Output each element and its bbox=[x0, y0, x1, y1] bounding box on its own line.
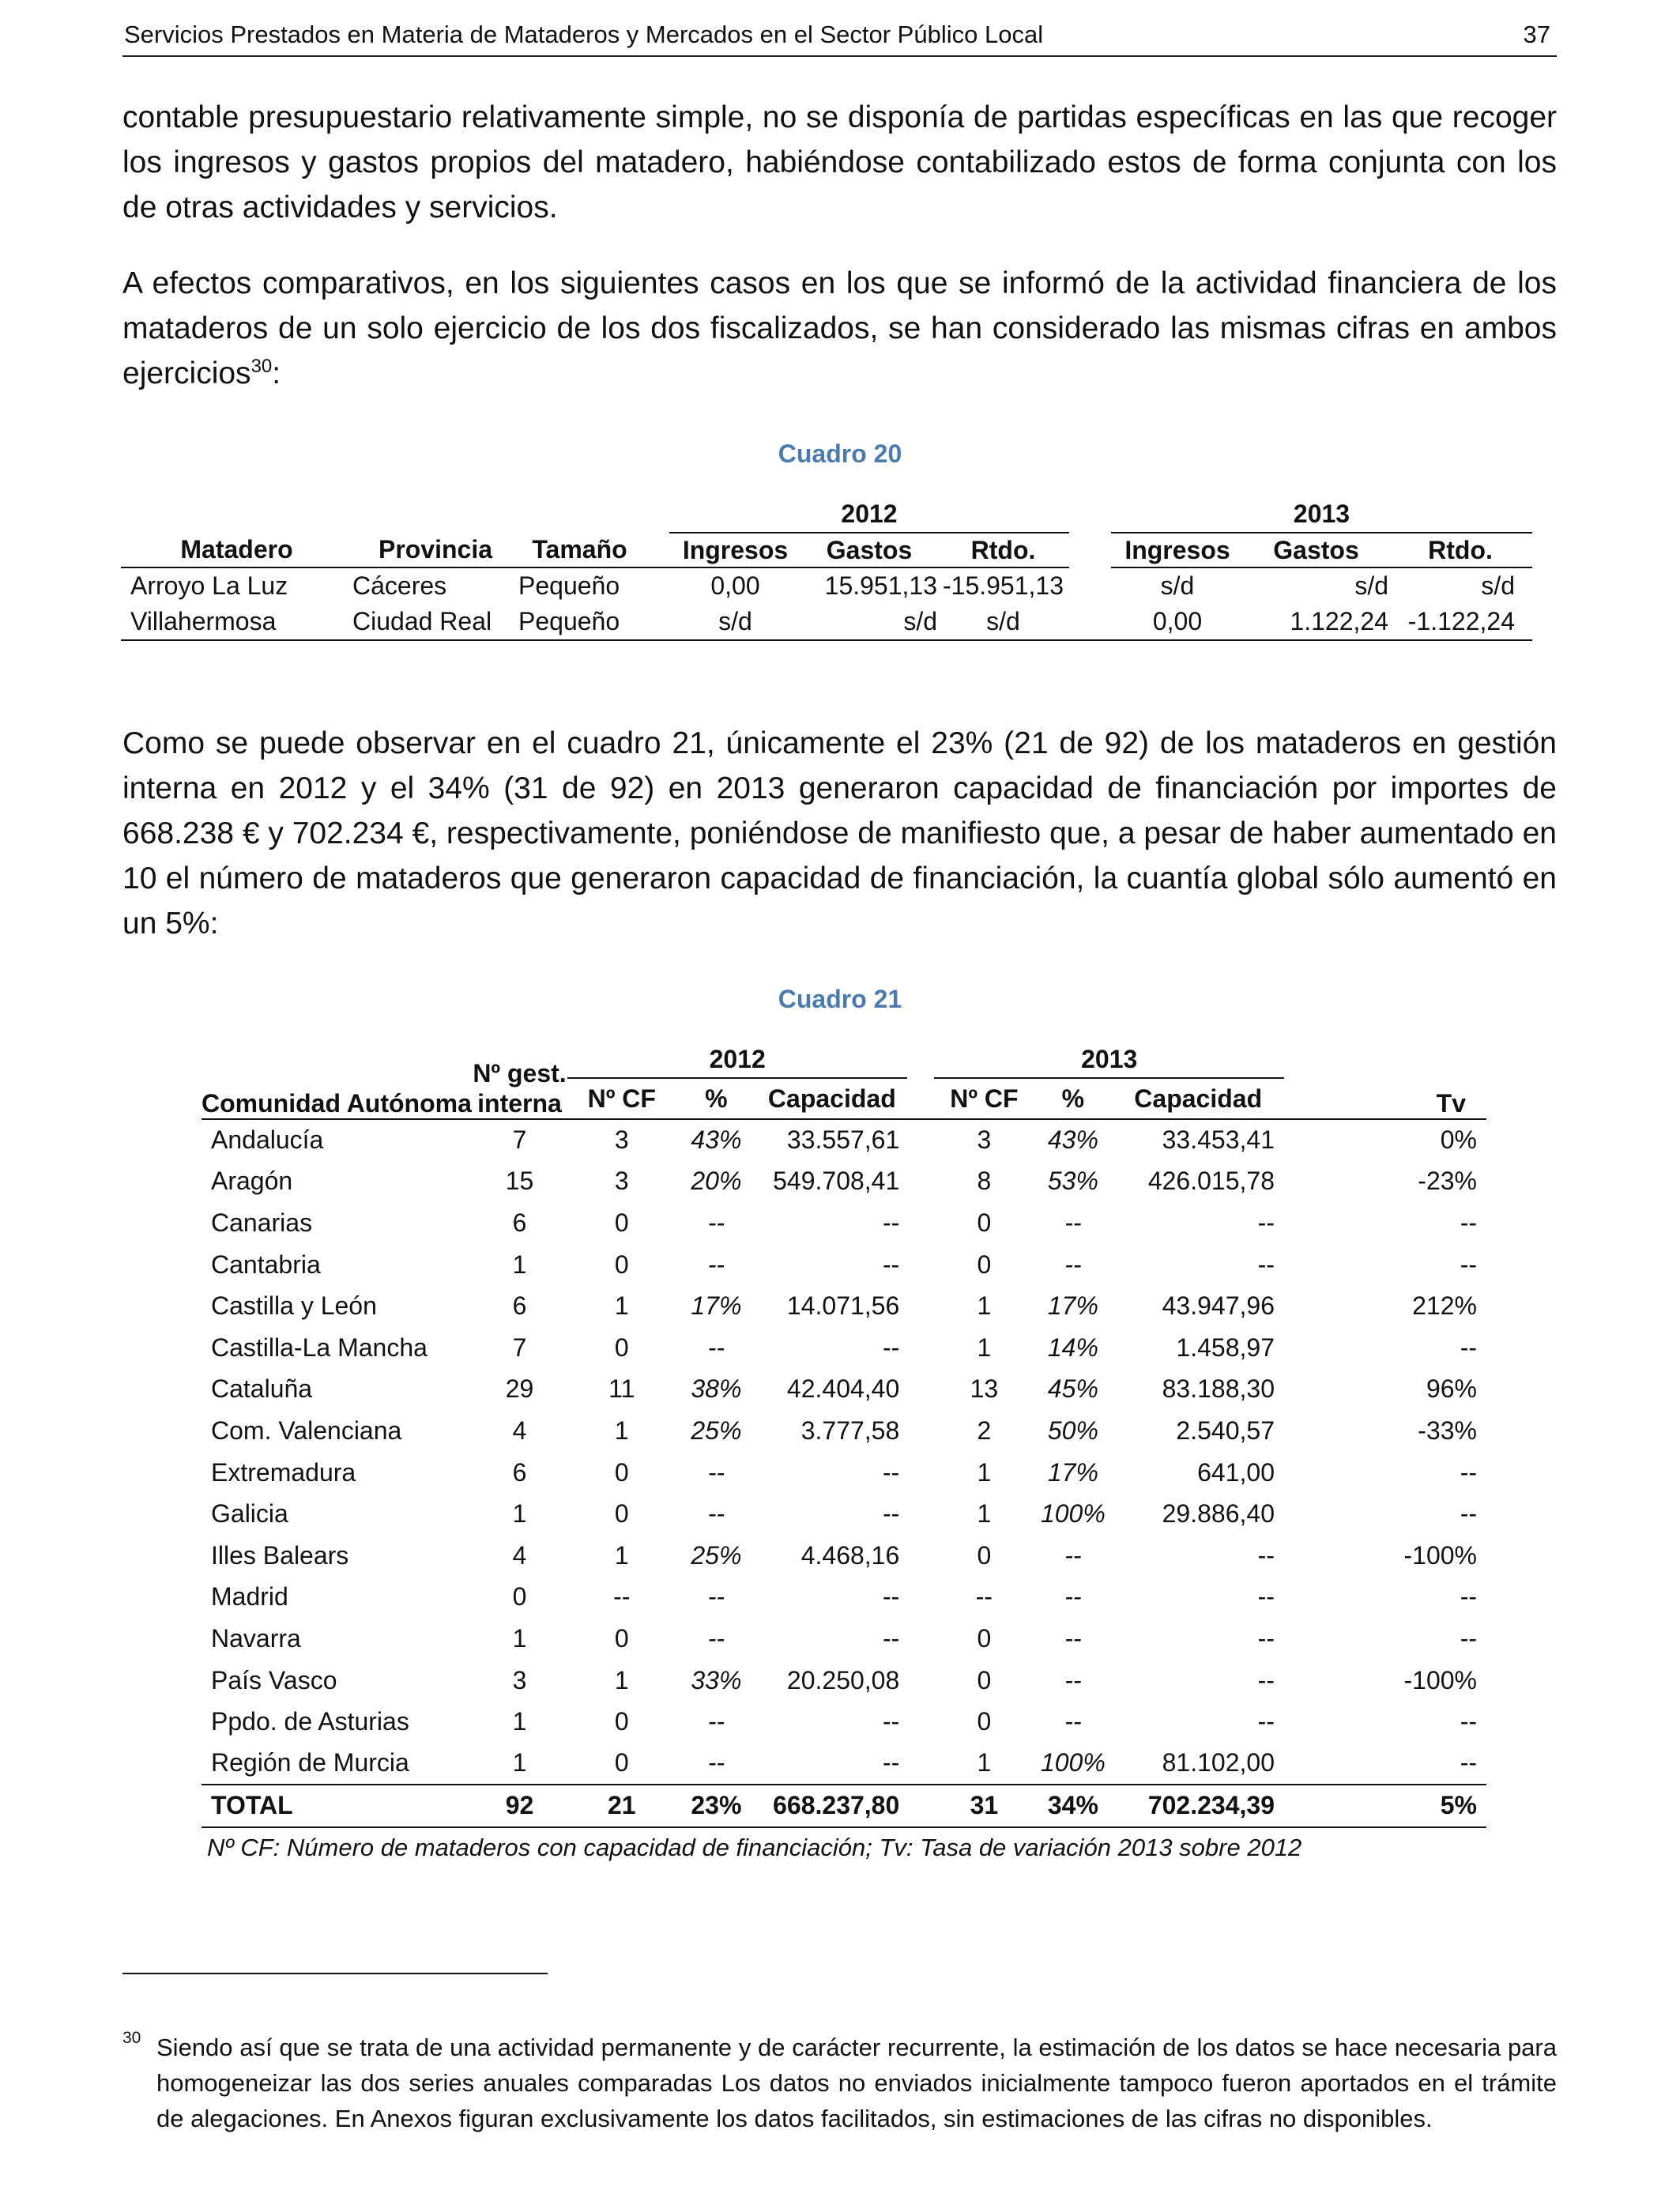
cuadro21-cell: 212% bbox=[1412, 1291, 1477, 1321]
cuadro21-cell: Canarias bbox=[211, 1208, 313, 1237]
paragraph-2-end: : bbox=[272, 356, 281, 390]
cuadro21-cell: -- bbox=[1064, 1707, 1082, 1736]
cuadro21-cell: 33.453,41 bbox=[1162, 1125, 1275, 1155]
cuadro21-cell: 1 bbox=[512, 1250, 527, 1279]
cuadro21-cell: -- bbox=[707, 1499, 725, 1529]
cuadro21-cell: -- bbox=[1460, 1250, 1477, 1279]
paragraph-2 bbox=[122, 261, 1557, 396]
cuadro20-cell: Cáceres bbox=[352, 571, 447, 600]
cuadro21-cell: 53% bbox=[1047, 1167, 1098, 1196]
cuadro21-cell: 3 bbox=[614, 1167, 629, 1196]
cuadro21-cell: -- bbox=[1460, 1457, 1477, 1487]
cuadro21-cell: -- bbox=[882, 1457, 900, 1487]
cuadro21-header-gest: Nº gest. interna bbox=[472, 1042, 567, 1119]
cuadro21-row bbox=[202, 1577, 1486, 1619]
paragraph-2-text: A efectos comparativos, en los siguientes casos en los que se informó de la actividad financiera de los mataderos de un solo ejercicio de los dos fiscalizados, se han considerado las mismas cifras en ambos ejercicios bbox=[122, 266, 1557, 390]
cuadro21-cell: -- bbox=[882, 1333, 900, 1362]
cuadro20-cell: s/d bbox=[1354, 571, 1388, 600]
cuadro21-cell: 1 bbox=[977, 1457, 992, 1487]
cuadro21-cell: 1 bbox=[977, 1748, 992, 1777]
cuadro21-cell: 29.886,40 bbox=[1162, 1499, 1275, 1529]
cuadro20-cell: s/d bbox=[801, 604, 937, 640]
cuadro21-cell: Castilla y León bbox=[211, 1291, 377, 1321]
cuadro20-table bbox=[121, 496, 1532, 641]
cuadro21-cell: -- bbox=[1064, 1665, 1082, 1695]
cuadro21-cell: 1 bbox=[512, 1707, 527, 1736]
cuadro21-table bbox=[202, 1042, 1486, 1828]
cuadro21-cell: -- bbox=[707, 1457, 725, 1487]
cuadro21-cell: 33% bbox=[691, 1665, 742, 1695]
cuadro21-total-cell: 31 bbox=[934, 1785, 1034, 1827]
cuadro21-row bbox=[202, 1743, 1486, 1785]
cuadro21-cell: 42.404,40 bbox=[786, 1374, 900, 1404]
cuadro21-row bbox=[202, 1202, 1486, 1244]
cuadro21-cell: 11 bbox=[608, 1374, 635, 1404]
cuadro21-header-pct: % bbox=[1034, 1078, 1112, 1119]
cuadro20-cell: s/d bbox=[1481, 571, 1515, 600]
cuadro20-cell: Pequeño bbox=[518, 571, 620, 600]
cuadro21-cell: 0 bbox=[614, 1748, 629, 1777]
cuadro21-cell: -- bbox=[1064, 1582, 1082, 1612]
cuadro21-cell: 17% bbox=[691, 1291, 742, 1321]
footnote-ref: 30 bbox=[250, 356, 273, 377]
cuadro21-cell: -- bbox=[1460, 1208, 1477, 1237]
cuadro21-cell: -- bbox=[1460, 1582, 1477, 1612]
cuadro21-year-2012: 2012 bbox=[567, 1042, 907, 1078]
cuadro21-cell: 45% bbox=[1047, 1374, 1098, 1404]
cuadro21-cell: 0 bbox=[614, 1707, 629, 1736]
cuadro21-row bbox=[202, 1660, 1486, 1702]
cuadro20-cell: s/d bbox=[669, 604, 801, 640]
cuadro21-cell: -- bbox=[882, 1208, 900, 1237]
cuadro21-cell: 0 bbox=[977, 1208, 992, 1237]
cuadro21-cell: 0 bbox=[614, 1333, 629, 1362]
cuadro21-cell: 25% bbox=[691, 1540, 742, 1570]
cuadro21-cell: 14.071,56 bbox=[786, 1291, 900, 1321]
cuadro21-cell: 0 bbox=[614, 1250, 629, 1279]
cuadro21-cell: -- bbox=[1460, 1499, 1477, 1529]
cuadro20-header-cell: Tamaño bbox=[518, 533, 641, 567]
cuadro20-cell: 0,00 bbox=[1111, 604, 1244, 640]
cuadro21-row bbox=[202, 1701, 1486, 1743]
cuadro21-cell: -- bbox=[882, 1582, 900, 1612]
cuadro21-total-cell: 92 bbox=[472, 1785, 567, 1827]
cuadro20-cell: s/d bbox=[937, 604, 1069, 640]
cuadro21-cell: 6 bbox=[512, 1208, 527, 1237]
cuadro21-cell: -- bbox=[1064, 1540, 1082, 1570]
cuadro21-row bbox=[202, 1327, 1486, 1369]
cuadro21-cell: 14% bbox=[1047, 1333, 1098, 1362]
cuadro21-row bbox=[202, 1618, 1486, 1660]
cuadro21-note: Nº CF: Número de mataderos con capacidad de financiación; Tv: Tasa de variación 2013 sobre 2012 bbox=[207, 1834, 1302, 1861]
cuadro21-cell: 50% bbox=[1047, 1416, 1098, 1445]
cuadro21-cell: -- bbox=[707, 1333, 725, 1362]
cuadro20-row bbox=[121, 604, 1532, 640]
cuadro21-cell: 6 bbox=[512, 1291, 527, 1321]
cuadro20-header-cell: Provincia bbox=[352, 533, 518, 567]
cuadro21-cell: 43.947,96 bbox=[1162, 1291, 1275, 1321]
cuadro21-cell: Madrid bbox=[211, 1582, 288, 1612]
cuadro21-cell: -- bbox=[1257, 1540, 1275, 1570]
cuadro21-header-ncf: Nº CF bbox=[567, 1078, 676, 1119]
cuadro21-cell: Com. Valenciana bbox=[211, 1416, 402, 1445]
cuadro21-cell: 20.250,08 bbox=[786, 1665, 900, 1695]
cuadro21-cell: 0 bbox=[614, 1499, 629, 1529]
cuadro20-row bbox=[121, 567, 1532, 604]
cuadro21-cell: -- bbox=[1257, 1208, 1275, 1237]
cuadro20-header-cell: Matadero bbox=[121, 533, 352, 567]
cuadro21-row bbox=[202, 1119, 1486, 1161]
cuadro21-cell: Ppdo. de Asturias bbox=[211, 1707, 409, 1736]
cuadro21-header-tv: Tv bbox=[1284, 1078, 1486, 1119]
cuadro21-cell: 0 bbox=[977, 1665, 992, 1695]
cuadro21-cell: -- bbox=[707, 1623, 725, 1653]
cuadro21-row bbox=[202, 1493, 1486, 1535]
cuadro21-header-cap: Capacidad bbox=[1112, 1078, 1284, 1119]
cuadro21-cell: -- bbox=[882, 1499, 900, 1529]
cuadro21-cell: 81.102,00 bbox=[1162, 1748, 1275, 1777]
cuadro21-cell: -- bbox=[1257, 1707, 1275, 1736]
cuadro21-cell: 7 bbox=[512, 1125, 527, 1155]
cuadro21-cell: Navarra bbox=[211, 1623, 301, 1653]
cuadro20-header-cell: Rtdo. bbox=[937, 533, 1069, 567]
cuadro21-row bbox=[202, 1535, 1486, 1577]
cuadro21-total-cell: 21 bbox=[567, 1785, 676, 1827]
cuadro21-cell: -- bbox=[1460, 1333, 1477, 1362]
cuadro21-row bbox=[202, 1161, 1486, 1203]
cuadro21-cell: 0 bbox=[614, 1457, 629, 1487]
paragraph-1: contable presupuestario relativamente simple, no se disponía de partidas específicas en las que recoger los ingresos y gastos propios del matadero, habiéndose contabilizado estos de forma conjunta con los de otras actividades y servicios. bbox=[122, 100, 1557, 224]
cuadro20-cell: Pequeño bbox=[518, 604, 641, 640]
cuadro20-cell: -15.951,13 bbox=[942, 571, 1064, 600]
cuadro21-cell: 2 bbox=[977, 1416, 992, 1445]
cuadro20-cell: Villahermosa bbox=[121, 604, 352, 640]
cuadro21-total-row bbox=[202, 1785, 1486, 1827]
footnote-number: 30 bbox=[122, 2029, 141, 2047]
cuadro21-cell: -- bbox=[1064, 1250, 1082, 1279]
cuadro21-cell: 7 bbox=[512, 1333, 527, 1362]
cuadro21-caption: Cuadro 21 bbox=[778, 985, 902, 1013]
cuadro21-cell: 3 bbox=[614, 1125, 629, 1155]
cuadro21-row bbox=[202, 1369, 1486, 1411]
cuadro21-cell: 1 bbox=[614, 1540, 629, 1570]
cuadro21-cell: -- bbox=[613, 1582, 631, 1612]
cuadro21-cell: 13 bbox=[970, 1374, 999, 1404]
cuadro20-header-cell: Rtdo. bbox=[1388, 533, 1532, 567]
cuadro21-cell: 15 bbox=[505, 1167, 534, 1196]
cuadro21-cell: 4 bbox=[512, 1540, 527, 1570]
cuadro21-cell: -- bbox=[707, 1707, 725, 1736]
cuadro21-row bbox=[202, 1452, 1486, 1494]
cuadro21-cell: -- bbox=[707, 1208, 725, 1237]
cuadro20-cell: 0,00 bbox=[710, 571, 760, 600]
cuadro21-cell: 1 bbox=[977, 1499, 992, 1529]
cuadro21-total-cell: 34% bbox=[1034, 1785, 1112, 1827]
cuadro21-cell: 0 bbox=[614, 1208, 629, 1237]
cuadro21-cell: 43% bbox=[691, 1125, 742, 1155]
cuadro21-total-cell: 668.237,80 bbox=[756, 1785, 907, 1827]
cuadro21-cell: 3.777,58 bbox=[800, 1416, 900, 1445]
cuadro21-cell: -- bbox=[1257, 1623, 1275, 1653]
cuadro21-cell: -- bbox=[1257, 1582, 1275, 1612]
cuadro21-cell: Andalucía bbox=[211, 1125, 324, 1155]
cuadro21-cell: 38% bbox=[691, 1374, 742, 1404]
cuadro21-header-pct: % bbox=[676, 1078, 756, 1119]
cuadro21-cell: 33.557,61 bbox=[786, 1125, 900, 1155]
cuadro21-cell: Galicia bbox=[211, 1499, 288, 1529]
cuadro21-cell: Cantabria bbox=[211, 1250, 321, 1279]
cuadro21-cell: 96% bbox=[1426, 1374, 1477, 1404]
cuadro21-cell: 6 bbox=[512, 1457, 527, 1487]
cuadro21-cell: 2.540,57 bbox=[1176, 1416, 1275, 1445]
cuadro21-cell: País Vasco bbox=[211, 1665, 337, 1695]
cuadro21-cell: 43% bbox=[1047, 1125, 1098, 1155]
cuadro21-cell: -100% bbox=[1403, 1665, 1477, 1695]
cuadro21-cell: -33% bbox=[1418, 1416, 1477, 1445]
cuadro21-cell: -- bbox=[882, 1623, 900, 1653]
cuadro21-cell: -- bbox=[882, 1250, 900, 1279]
cuadro21-cell: -- bbox=[882, 1748, 900, 1777]
cuadro21-cell: 1 bbox=[614, 1291, 629, 1321]
cuadro21-cell: -- bbox=[1064, 1623, 1082, 1653]
footnote-divider bbox=[122, 1973, 548, 1974]
cuadro21-cell: -- bbox=[1460, 1748, 1477, 1777]
cuadro21-cell: 4 bbox=[512, 1416, 527, 1445]
cuadro21-cell: -23% bbox=[1418, 1167, 1477, 1196]
cuadro21-cell: Illes Balears bbox=[211, 1540, 349, 1570]
cuadro21-row bbox=[202, 1244, 1486, 1286]
cuadro21-cell: 1 bbox=[512, 1623, 527, 1653]
cuadro21-cell: 0 bbox=[614, 1623, 629, 1653]
cuadro21-cell: 1.458,97 bbox=[1176, 1333, 1275, 1362]
cuadro20-header-cell: Ingresos bbox=[669, 533, 801, 567]
cuadro21-cell: 0% bbox=[1440, 1125, 1477, 1155]
cuadro20-cell: s/d bbox=[1160, 571, 1195, 600]
cuadro21-header-comunidad: Comunidad Autónoma bbox=[202, 1042, 472, 1119]
cuadro21-row bbox=[202, 1410, 1486, 1452]
cuadro21-cell: Castilla-La Mancha bbox=[211, 1333, 428, 1362]
footnote-text: Siendo así que se trata de una actividad permanente y de carácter recurrente, la estimación de los datos se hace necesaria para homogeneizar las dos series anuales comparadas Los datos no enviados inicialmente tampoco fueron aportados en el trámite de alegaciones. En Anexos figuran exclusivamente los datos facilitados, sin estimaciones de las cifras no disponibles. bbox=[156, 2034, 1557, 2132]
cuadro21-cell: 17% bbox=[1047, 1457, 1098, 1487]
cuadro21-cell: -- bbox=[1460, 1623, 1477, 1653]
cuadro21-cell: 29 bbox=[505, 1374, 534, 1404]
cuadro20-caption: Cuadro 20 bbox=[778, 439, 902, 468]
cuadro21-cell: 0 bbox=[977, 1623, 992, 1653]
cuadro21-cell: 25% bbox=[691, 1416, 742, 1445]
cuadro21-cell: 1 bbox=[614, 1416, 629, 1445]
cuadro21-cell: -- bbox=[1257, 1250, 1275, 1279]
cuadro21-cell: 4.468,16 bbox=[800, 1540, 900, 1570]
cuadro21-cell: 20% bbox=[691, 1167, 742, 1196]
cuadro21-cell: -- bbox=[1064, 1208, 1082, 1237]
cuadro21-cell: 1 bbox=[977, 1333, 992, 1362]
cuadro21-cell: Extremadura bbox=[211, 1457, 356, 1487]
cuadro20-header-cell: Gastos bbox=[801, 533, 937, 567]
cuadro21-cell: -- bbox=[1460, 1707, 1477, 1736]
cuadro21-cell: 3 bbox=[512, 1665, 527, 1695]
cuadro21-total-cell: TOTAL bbox=[202, 1785, 472, 1827]
cuadro21-cell: 0 bbox=[977, 1250, 992, 1279]
cuadro21-cell: -- bbox=[975, 1582, 993, 1612]
cuadro20-cell: Ciudad Real bbox=[352, 604, 518, 640]
cuadro20-cell: 15.951,13 bbox=[824, 571, 937, 600]
cuadro21-cell: 1 bbox=[512, 1748, 527, 1777]
cuadro21-cell: Cataluña bbox=[211, 1374, 313, 1404]
cuadro20-year-2013: 2013 bbox=[1111, 496, 1532, 533]
cuadro21-cell: 549.708,41 bbox=[773, 1167, 900, 1196]
cuadro21-cell: -- bbox=[707, 1582, 725, 1612]
cuadro21-cell: 426.015,78 bbox=[1147, 1167, 1275, 1196]
cuadro21-cell: 1 bbox=[614, 1665, 629, 1695]
cuadro21-total-cell: 5% bbox=[1284, 1785, 1486, 1827]
page-header bbox=[122, 14, 1557, 57]
cuadro21-cell: 8 bbox=[977, 1167, 992, 1196]
cuadro21-cell: -- bbox=[882, 1707, 900, 1736]
cuadro20-year-2012: 2012 bbox=[669, 496, 1069, 533]
cuadro21-cell: 100% bbox=[1040, 1499, 1106, 1529]
cuadro21-cell: 100% bbox=[1040, 1748, 1106, 1777]
cuadro21-cell: 1 bbox=[977, 1291, 992, 1321]
paragraph-3: Como se puede observar en el cuadro 21, únicamente el 23% (21 de 92) de los mataderos en gestión interna en 2012 y el 34% (31 de 92) en 2013 generaron capacidad de financiación por importes de 668.238 € y 702.234 €, respectivamente, poniéndose de manifiesto que, a pesar de haber aumentado en 10 el número de mataderos que generaron capacidad de financiación, la cuantía global sólo aumentó en un 5%: bbox=[122, 726, 1557, 941]
cuadro21-header-ncf: Nº CF bbox=[934, 1078, 1034, 1119]
cuadro20-header-cell: Ingresos bbox=[1111, 533, 1244, 567]
cuadro21-cell: Aragón bbox=[211, 1167, 293, 1196]
cuadro21-cell: -- bbox=[707, 1250, 725, 1279]
cuadro21-cell: 0 bbox=[977, 1707, 992, 1736]
page-number: 37 bbox=[1523, 21, 1550, 48]
cuadro21-cell: 0 bbox=[977, 1540, 992, 1570]
cuadro20-header-cell: Gastos bbox=[1244, 533, 1388, 567]
cuadro21-row bbox=[202, 1285, 1486, 1327]
cuadro21-cell: 17% bbox=[1047, 1291, 1098, 1321]
cuadro21-header-cap: Capacidad bbox=[756, 1078, 907, 1119]
cuadro20-cell: -1.122,24 bbox=[1388, 604, 1532, 640]
cuadro21-cell: -100% bbox=[1403, 1540, 1477, 1570]
cuadro21-cell: -- bbox=[1257, 1665, 1275, 1695]
cuadro21-cell: 641,00 bbox=[1197, 1457, 1275, 1487]
cuadro21-cell: -- bbox=[707, 1748, 725, 1777]
cuadro21-cell: 3 bbox=[977, 1125, 992, 1155]
cuadro21-cell: Región de Murcia bbox=[211, 1748, 409, 1777]
cuadro20-cell: 1.122,24 bbox=[1244, 604, 1388, 640]
cuadro20-cell: Arroyo La Luz bbox=[130, 571, 288, 600]
cuadro21-total-cell: 702.234,39 bbox=[1112, 1785, 1284, 1827]
header-title: Servicios Prestados en Materia de Mataderos y Mercados en el Sector Público Local bbox=[124, 21, 1044, 48]
cuadro21-year-2013: 2013 bbox=[934, 1042, 1284, 1078]
cuadro21-total-cell: 23% bbox=[676, 1785, 756, 1827]
cuadro21-cell: 1 bbox=[512, 1499, 527, 1529]
cuadro21-cell: 83.188,30 bbox=[1162, 1374, 1275, 1404]
cuadro21-cell: 0 bbox=[512, 1582, 527, 1612]
